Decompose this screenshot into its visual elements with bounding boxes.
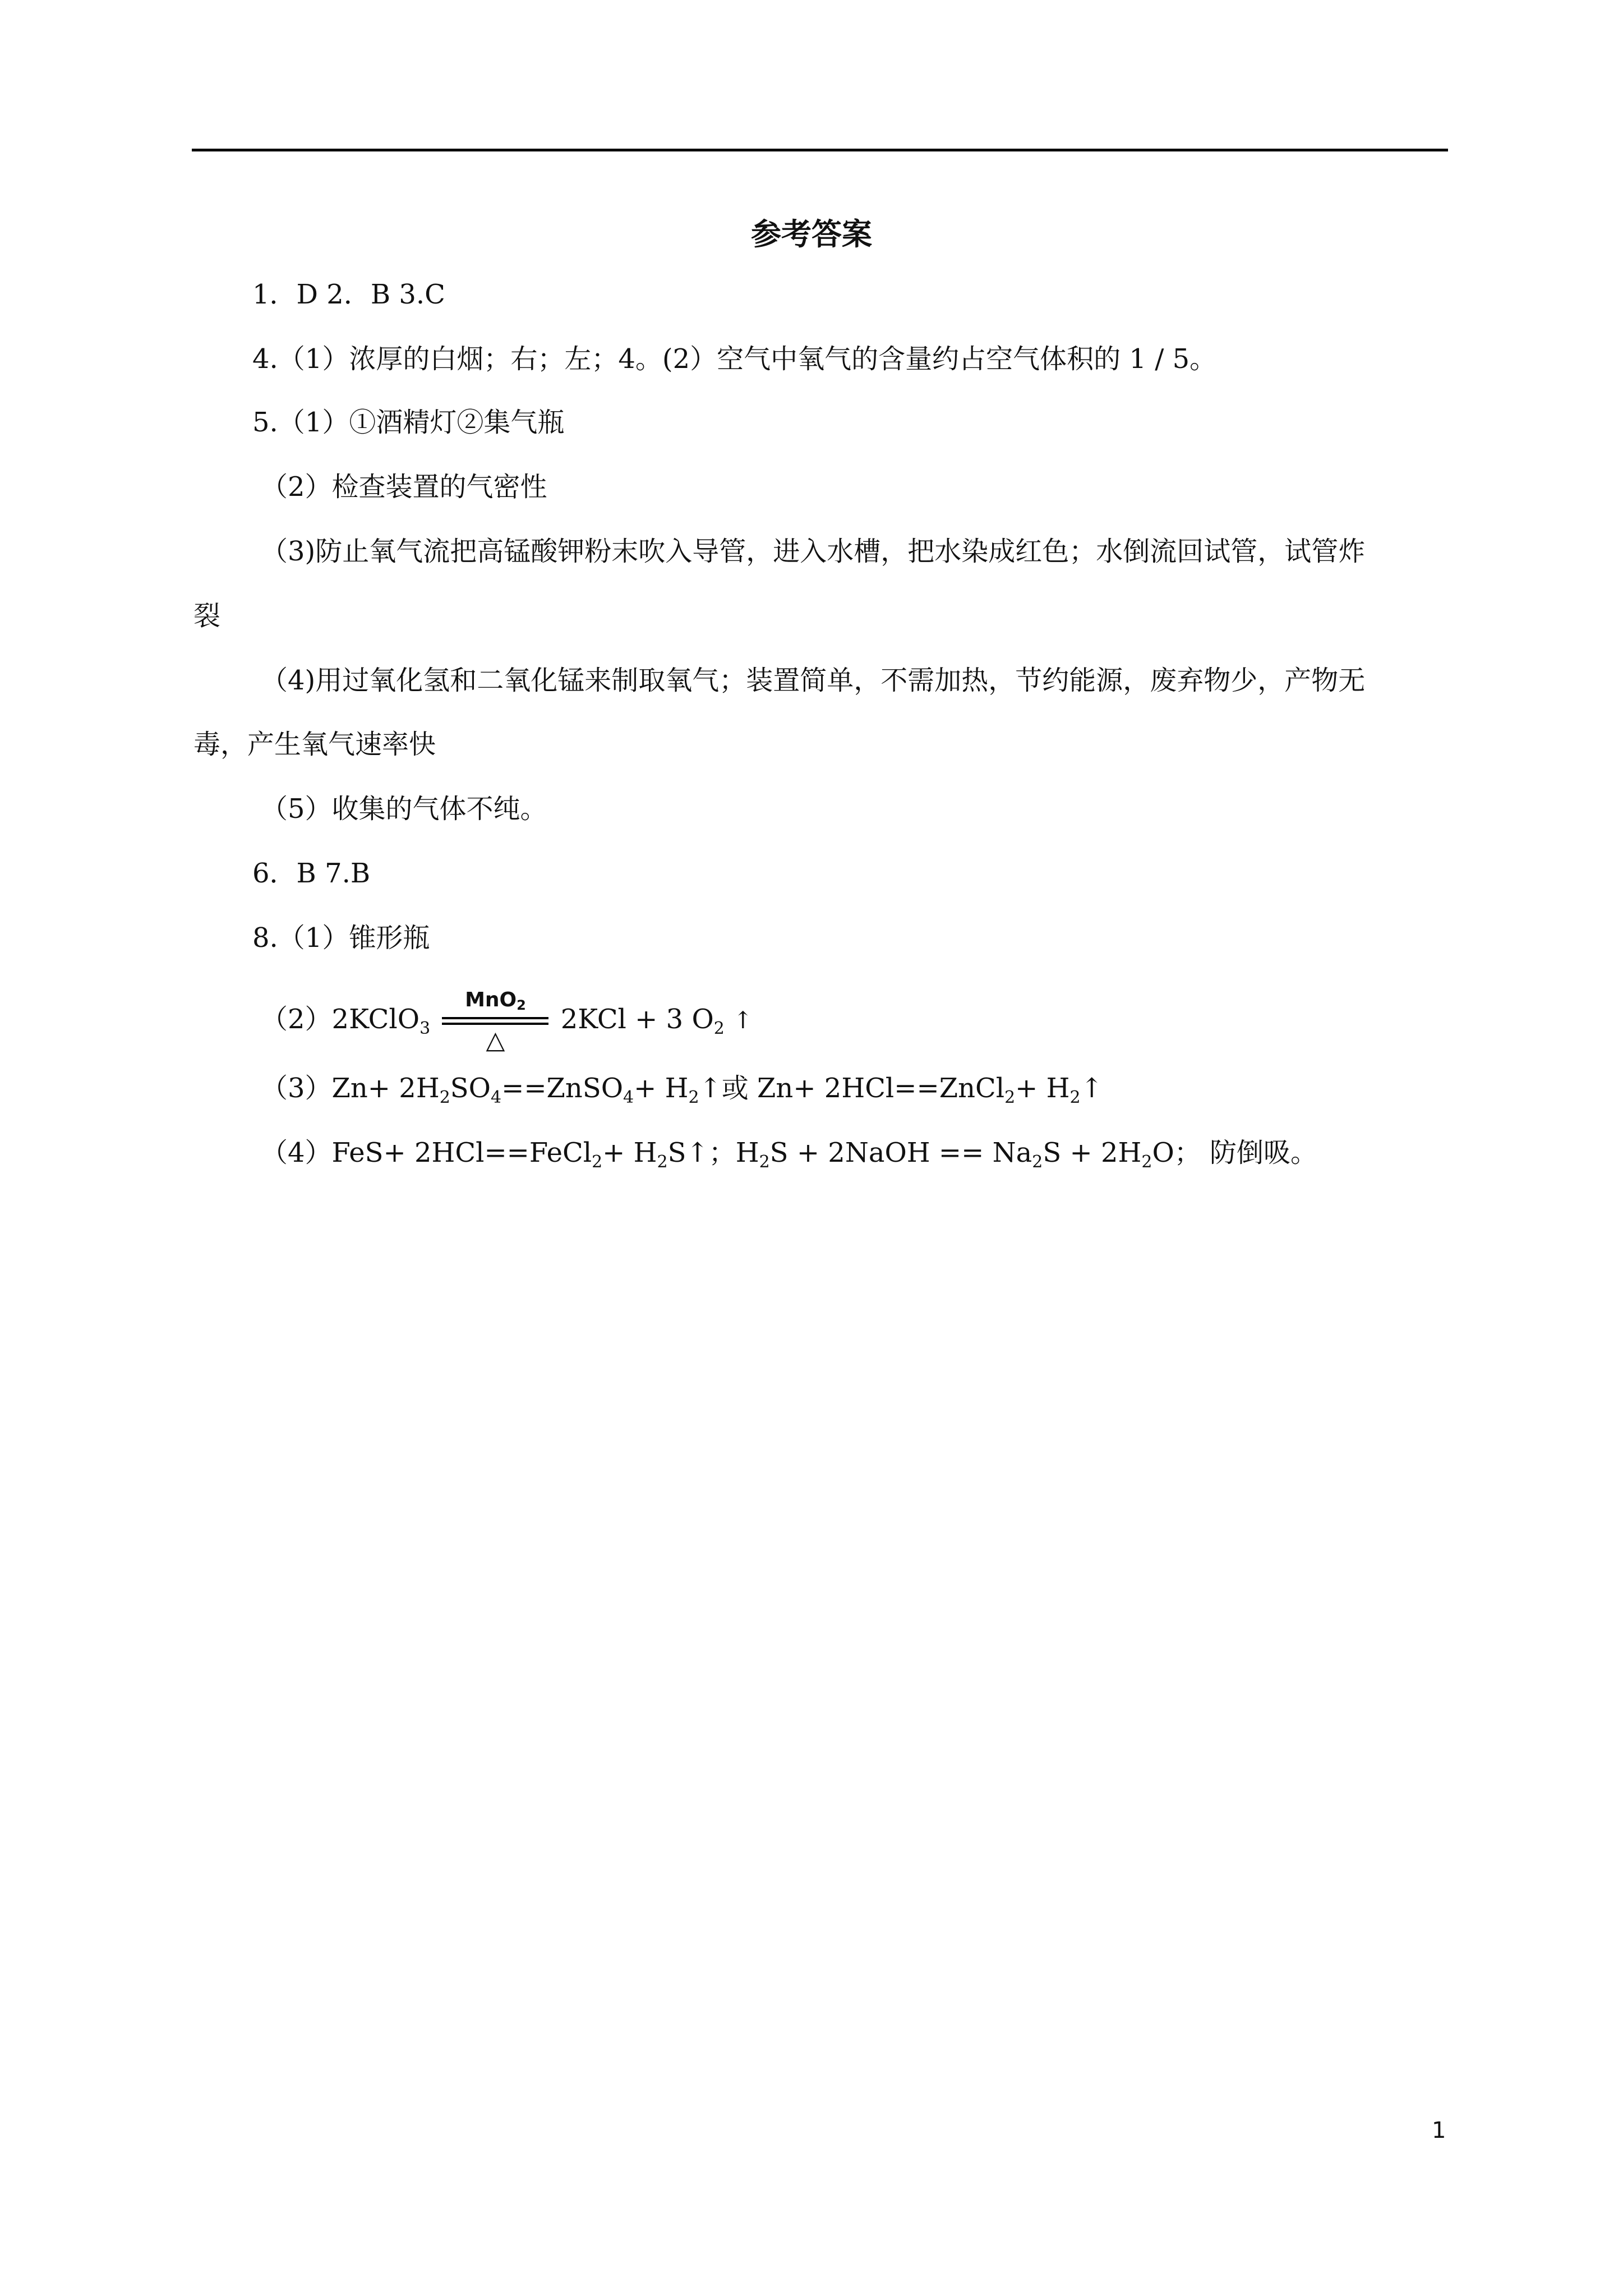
equals-bar-top [442,1017,548,1019]
heat-symbol: △ [486,1025,505,1055]
answer-4: 4.（1）浓厚的白烟；右；左；4。(2）空气中氧气的含量约占空气体积的 1 / 5。 [252,343,1217,375]
eq-text: S + 2H [1043,1137,1142,1168]
subscript: 2 [1069,1088,1081,1107]
subscript: 2 [759,1152,770,1172]
subscript: 2 [1141,1152,1152,1172]
answer-8-part-4-equation [261,1136,1317,1170]
page-title: 参考答案 [751,216,872,252]
eq-text: （4）FeS+ 2HCl==FeCl [261,1137,592,1168]
subscript: 3 [419,1019,431,1038]
eq-text: O； 防倒吸。 [1152,1137,1318,1168]
subscript: 2 [1004,1088,1016,1107]
subscript: 2 [657,1152,668,1172]
eq-text: SO [450,1073,491,1104]
answer-5-part-3-cont: 裂 [193,600,221,632]
subscript: 4 [623,1088,634,1107]
answer-5-part-3: （3)防止氧气流把高锰酸钾粉末吹入导管，进入水槽，把水染成红色；水倒流回试管，试管炸 [261,536,1366,567]
subscript: 2 [688,1088,699,1107]
reactant-text: （2）2KClO [261,1004,420,1035]
product-text: 2KCl + 3 O [560,1004,714,1035]
subscript: 2 [713,1019,725,1038]
header-rule [192,149,1448,151]
answer-5-part-5: （5）收集的气体不纯。 [261,793,547,825]
answer-5-part-1: 5.（1）①酒精灯②集气瓶 [252,407,565,438]
eq-text: S + 2NaOH == Na [769,1137,1032,1168]
subscript: 2 [1032,1152,1043,1172]
answer-6-7: 6．B 7.B [252,858,371,889]
answer-5-part-4: （4)用过氧化氢和二氧化锰来制取氧气；装置简单，不需加热，节约能源，废弃物少，产物无 [261,665,1366,696]
eq-text: + H [602,1137,657,1168]
eq-text: S↑；H [667,1137,759,1168]
subscript: 2 [592,1152,603,1172]
page-number: 1 [1432,2118,1446,2143]
eq-text: （3）Zn+ 2H [261,1073,440,1104]
reaction-condition [442,988,548,1055]
subscript: 4 [491,1088,502,1107]
subscript: 2 [439,1088,450,1107]
answer-8-part-1: 8.（1）锥形瓶 [252,922,430,954]
answer-5-part-2: （2）检查装置的气密性 [261,471,547,503]
answer-1-3: 1．D 2．B 3.C [252,279,445,310]
answer-8-part-2-equation [261,988,753,1055]
eq-text: ↑或 Zn+ 2HCl==ZnCl [699,1073,1005,1104]
catalyst-label: MnO$_2$ [465,988,526,1013]
answer-8-part-3-equation [261,1071,1103,1105]
eq-text: ↑ [1080,1073,1103,1104]
gas-arrow-icon: ↑ [733,1006,753,1034]
answer-5-part-4-cont: 毒，产生氧气速率快 [193,729,436,760]
eq-text: + H [1015,1073,1070,1104]
eq-text: ==ZnSO [501,1073,624,1104]
eq-text: + H [634,1073,689,1104]
